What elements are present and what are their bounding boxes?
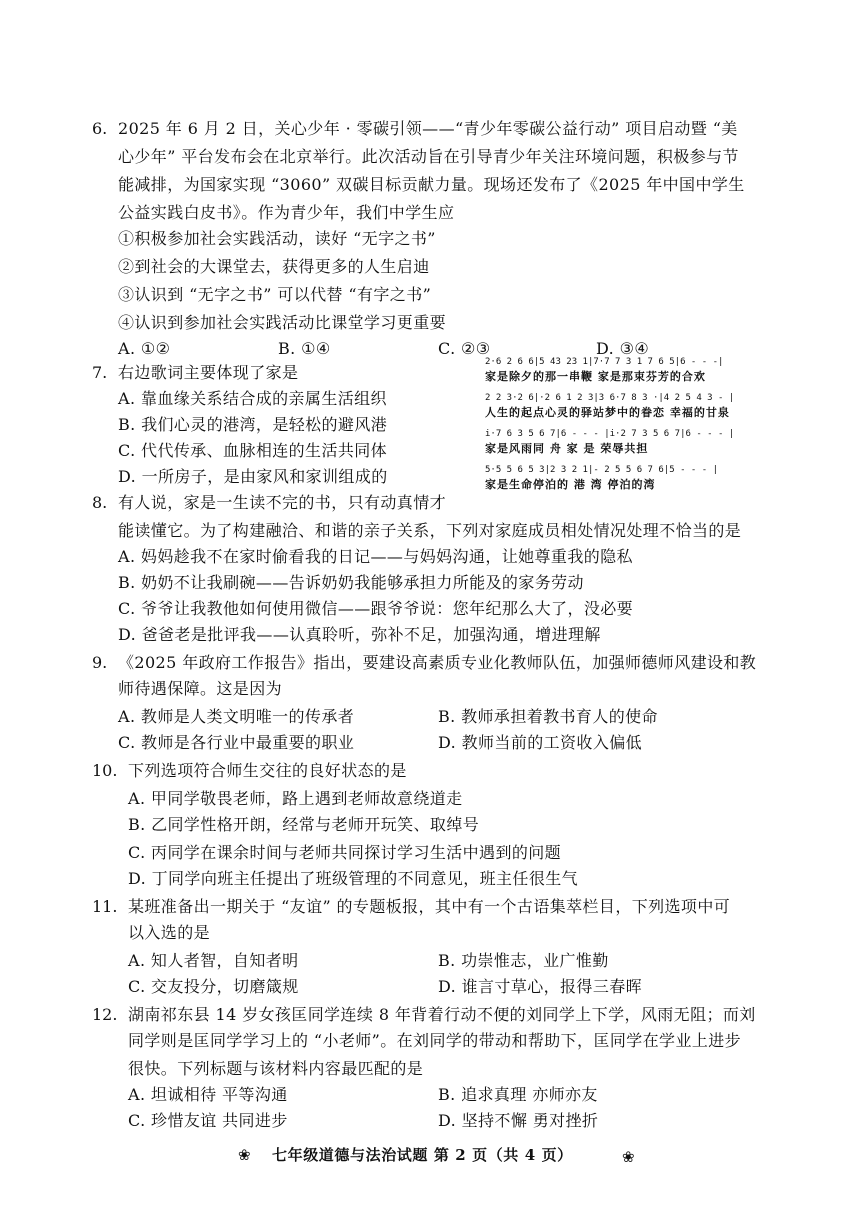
option-d: D. 教师当前的工资收入偏低 [438,733,643,752]
flower-icon: ❀ [238,1146,251,1164]
question-text-line: 右边歌词主要体现了家是 [118,363,299,382]
option-d: D. 谁言寸草心，报得三春晖 [438,977,643,996]
question-text-line: 2025 年 6 月 2 日，关心少年 · 零碳引领——“青少年零碳公益行动” 项目启动暨 “美 [118,119,738,138]
option-c: C. 珍惜友谊 共同进步 [128,1111,288,1130]
option-c: C. 爷爷让我教他如何使用微信——跟爷爷说：您年纪那么大了，没必要 [118,599,634,618]
question-text-line: 同学则是匡同学学习上的 “小老师”。在刘同学的带动和帮助下，匡同学在学业上进步 [128,1031,742,1050]
option-c: C. 代代传承、血脉相连的生活共同体 [118,441,388,460]
statement-item: ①积极参加社会实践活动，读好 “无字之书” [118,229,436,248]
question-text-line: 以入选的是 [128,923,211,942]
question-number: 12. [92,1005,118,1024]
question-number: 9. [92,653,108,672]
statement-item: ②到社会的大课堂去，获得更多的人生启迪 [118,257,430,276]
question-number: 6. [92,119,108,138]
question-number: 8. [92,493,108,512]
option-c: C. ②③ [438,339,491,358]
option-b: B. 我们心灵的港湾，是轻松的避风港 [118,415,388,434]
option-d: D. ③④ [596,339,650,358]
option-d: D. 坚持不懈 勇对挫折 [438,1111,599,1130]
question-text-line: 某班准备出一期关于 “友谊” 的专题板报，其中有一个古语集萃栏目，下列选项中可 [128,897,731,916]
option-a: A. 妈妈趁我不在家时偷看我的日记——与妈妈沟通，让她尊重我的隐私 [118,547,633,566]
question-text-line: 有人说，家是一生读不完的书，只有动真情才 [118,493,447,512]
question-number: 7. [92,363,108,382]
option-b: B. 教师承担着教书育人的使命 [438,707,658,726]
option-a: A. 知人者智，自知者明 [128,951,299,970]
score-notes-line: 2 2 3·2 6|·2 6 1 2 3|3 6·7 8 3 ·|4 2 5 4 3 - | [485,393,735,403]
question-text-line: 下列选项符合师生交往的良好状态的是 [128,761,407,780]
score-notes-line: 2·6 2 6 6|5 43 23 1|7·7 7 3 1 7 6 5|6 - - -| [485,357,724,367]
option-d: D. 丁同学向班主任提出了班级管理的不同意见，班主任很生气 [128,869,579,888]
option-d: D. 一所房子，是由家风和家训组成的 [118,467,388,486]
option-a: A. 教师是人类文明唯一的传承者 [118,707,355,726]
score-notes-line: 5·5 5 6 5 3|2 3 2 1|- 2 5 5 6 7 6|5 - - - | [485,465,718,475]
score-notes-line: i·7 6 3 5 6 7|6 - - - |i·2 7 3 5 6 7|6 - - - | [485,429,735,439]
statement-item: ④认识到参加社会实践活动比课堂学习更重要 [118,313,447,332]
question-text-line: 很快。下列标题与该材料内容最匹配的是 [128,1059,424,1078]
flower-icon: ❀ [622,1148,635,1166]
question-text-line: 心少年” 平台发布会在北京举行。此次活动旨在引导青少年关注环境问题，积极参与节 [118,147,739,166]
option-a: A. 坦诚相待 平等沟通 [128,1085,288,1104]
option-b: B. 奶奶不让我刷碗——告诉奶奶我能够承担力所能及的家务劳动 [118,573,584,592]
option-b: B. 乙同学性格开朗，经常与老师开玩笑、取绰号 [128,815,480,834]
question-number: 11. [92,897,118,916]
question-text-line: 能读懂它。为了构建融洽、和谐的亲子关系，下列对家庭成员相处情况处理不恰当的是 [118,521,742,540]
option-c: C. 丙同学在课余时间与老师共同探讨学习生活中遇到的问题 [128,843,562,862]
footer-text: 七年级道德与法治试题 第 2 页（共 4 页） [272,1146,573,1164]
question-text-line: 《2025 年政府工作报告》指出，要建设高素质专业化教师队伍，加强师德师风建设和教 [118,653,757,672]
statement-item: ③认识到 “无字之书” 可以代替 “有字之书” [118,285,432,304]
option-a: A. ①② [118,339,171,358]
score-lyrics-line: 家是风雨同 舟 家 是 荣辱共担 [485,442,649,455]
question-text-line: 师待遇保障。这是因为 [118,679,283,698]
question-text-line: 能减排，为国家实现 “3060” 双碳目标贡献力量。现场还发布了《2025 年中国中学生 [118,175,745,194]
question-number: 10. [92,761,118,780]
option-b: B. 功崇惟志，业广惟勤 [438,951,609,970]
score-lyrics-line: 人生的起点心灵的驿站梦中的眷恋 幸福的甘泉 [485,406,730,419]
question-text-line: 湖南祁东县 14 岁女孩匡同学连续 8 年背着行动不便的刘同学上下学，风雨无阻；而刘 [128,1005,756,1024]
option-a: A. 甲同学敬畏老师，路上遇到老师故意绕道走 [128,789,463,808]
option-c: C. 教师是各行业中最重要的职业 [118,733,355,752]
option-d: D. 爸爸老是批评我——认真聆听，弥补不足，加强沟通，增进理解 [118,625,601,644]
option-b: B. ①④ [278,339,331,358]
score-lyrics-line: 家是生命停泊的 港 湾 停泊的湾 [485,478,656,491]
score-lyrics-line: 家是除夕的那一串鞭 家是那束芬芳的合欢 [485,370,706,383]
question-text-line: 公益实践白皮书》。作为青少年，我们中学生应 [118,203,455,222]
option-a: A. 靠血缘关系结合成的亲属生活组织 [118,389,387,408]
option-b: B. 追求真理 亦师亦友 [438,1085,598,1104]
option-c: C. 交友投分，切磨箴规 [128,977,299,996]
